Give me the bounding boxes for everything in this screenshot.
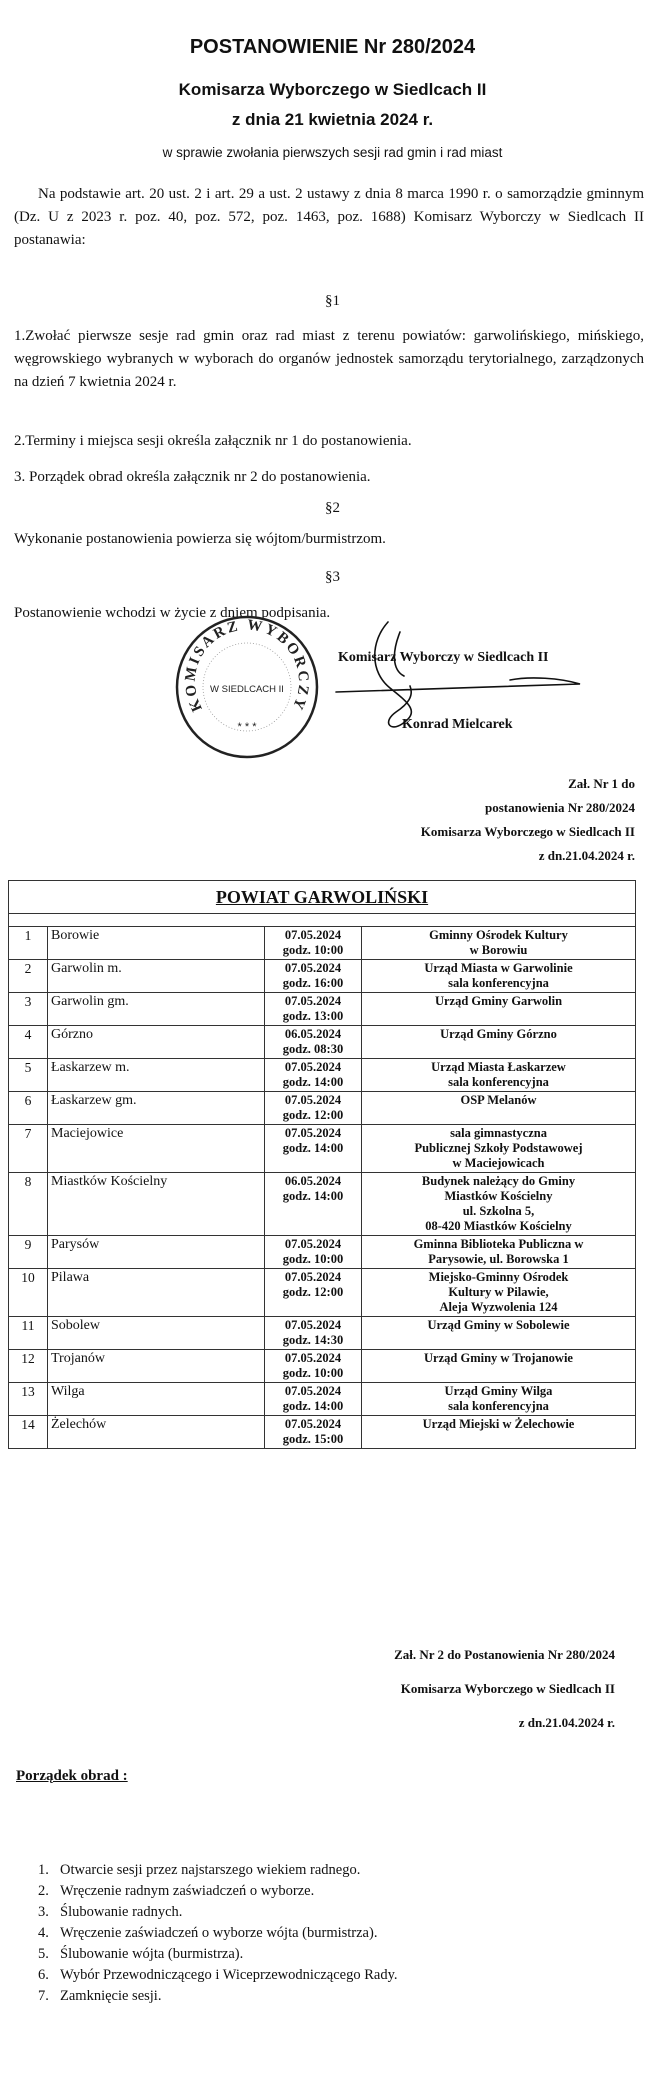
session-date-cell — [265, 1173, 362, 1236]
session-date-cell — [265, 960, 362, 993]
municipality-name: Garwolin gm. — [48, 993, 265, 1026]
annex-1-line: z dn.21.04.2024 r. — [538, 848, 635, 863]
session-place-cell — [362, 1236, 636, 1269]
session-date: 06.05.2024 — [284, 1174, 342, 1188]
signatory-role: Komisarz Wyborczy w Siedlcach II — [338, 650, 549, 665]
annex-2-line: z dn.21.04.2024 r. — [518, 1715, 615, 1730]
agenda-item — [38, 1902, 398, 1923]
session-place-cell — [362, 1317, 636, 1350]
session-place-cell — [362, 1059, 636, 1092]
district-name: POWIAT GARWOLIŃSKI — [215, 886, 429, 907]
session-date: 07.05.2024 — [284, 994, 342, 1008]
section-3-heading: §3 — [325, 569, 340, 585]
section-1-point-1: 1.Zwołać pierwsze sesje rad gmin oraz rad miast z terenu powiatów: garwolińskiego, mińskiego, węgrowskiego wybranych w wyborach do organów jednostek samorządu terytorialnego, zarządzonych na dzień 7 kwietnia 2024 r. — [14, 328, 644, 390]
session-date: 07.05.2024 — [284, 1270, 342, 1284]
annex-1-reference — [421, 772, 635, 868]
session-place-line: 08-420 Miastków Kościelny — [425, 1219, 572, 1233]
municipality-name: Borowie — [48, 927, 265, 960]
row-number: 10 — [9, 1269, 48, 1317]
agenda-item-number: 1. — [38, 1862, 49, 1878]
session-date: 07.05.2024 — [284, 1237, 342, 1251]
session-date-cell — [265, 1059, 362, 1092]
session-place-line: Urząd Gminy Garwolin — [434, 994, 563, 1008]
table-spacer-row — [9, 914, 636, 927]
agenda-item-text: Ślubowanie wójta (burmistrza). — [60, 1946, 244, 1962]
table-row — [9, 1059, 636, 1092]
session-date: 07.05.2024 — [284, 1351, 342, 1365]
session-place-line: Budynek należący do Gminy — [421, 1174, 576, 1188]
session-time: godz. 14:30 — [282, 1333, 344, 1347]
agenda-item — [38, 1923, 398, 1944]
session-date: 07.05.2024 — [284, 1318, 342, 1332]
agenda-item-number: 2. — [38, 1883, 49, 1899]
session-time: godz. 13:00 — [282, 1009, 344, 1023]
svg-text:* * *: * * * — [237, 721, 257, 733]
row-number: 2 — [9, 960, 48, 993]
session-place-line: Urząd Miasta Łaskarzew — [431, 1060, 566, 1074]
row-number: 6 — [9, 1092, 48, 1125]
table-row — [9, 927, 636, 960]
agenda-item-number: 4. — [38, 1925, 49, 1941]
session-date-cell — [265, 927, 362, 960]
session-place-line: sala konferencyjna — [448, 976, 549, 990]
session-time: godz. 10:00 — [282, 943, 344, 957]
agenda-item-text: Wręczenie zaświadczeń o wyborze wójta (burmistrza). — [60, 1925, 378, 1941]
issuer-line: Komisarza Wyborczego w Siedlcach II — [178, 80, 487, 99]
date-line: z dnia 21 kwietnia 2024 r. — [231, 110, 434, 129]
row-number: 5 — [9, 1059, 48, 1092]
session-date-cell — [265, 1350, 362, 1383]
preamble: Na podstawie art. 20 ust. 2 i art. 29 a ust. 2 ustawy z dnia 8 marca 1990 r. o samorządzie gminnym (Dz. U z 2023 r. poz. 40, poz. 572, poz. 1463, poz. 1688) Komisarz Wyborczy w Siedlcach II postanawia: — [14, 186, 644, 248]
session-place-line: Gminny Ośrodek Kultury — [429, 928, 568, 942]
session-place-line: w Borowiu — [469, 943, 528, 957]
session-place-cell — [362, 960, 636, 993]
session-date-cell — [265, 1383, 362, 1416]
session-place-line: sala konferencyjna — [448, 1075, 549, 1089]
session-time: godz. 10:00 — [282, 1252, 344, 1266]
session-place-cell — [362, 1383, 636, 1416]
session-date-cell — [265, 1269, 362, 1317]
table-row — [9, 1026, 636, 1059]
session-place-line: Publicznej Szkoły Podstawowej — [414, 1141, 583, 1155]
session-time: godz. 14:00 — [282, 1075, 344, 1089]
session-date: 07.05.2024 — [284, 1417, 342, 1431]
table-row — [9, 1236, 636, 1269]
session-place-line: sala gimnastyczna — [450, 1126, 547, 1140]
session-place-cell — [362, 1173, 636, 1236]
table-row — [9, 1416, 636, 1449]
session-date-cell — [265, 1026, 362, 1059]
section-2-text: Wykonanie postanowienia powierza się wójtom/burmistrzom. — [14, 531, 386, 547]
row-number: 8 — [9, 1173, 48, 1236]
table-row — [9, 993, 636, 1026]
agenda-title: Porządek obrad : — [16, 1768, 128, 1784]
row-number: 13 — [9, 1383, 48, 1416]
table-heading-row — [9, 881, 636, 914]
section-1-heading: §1 — [325, 293, 340, 309]
session-date-cell — [265, 1092, 362, 1125]
municipality-name: Sobolew — [48, 1317, 265, 1350]
session-schedule-table — [8, 880, 636, 1449]
session-place-line: Parysowie, ul. Borowska 1 — [428, 1252, 569, 1266]
session-date: 07.05.2024 — [284, 1093, 342, 1107]
row-number: 14 — [9, 1416, 48, 1449]
table-row — [9, 1173, 636, 1236]
session-place-cell — [362, 1125, 636, 1173]
annex-1-line: Zał. Nr 1 do — [568, 776, 635, 791]
annex-2-line: Komisarza Wyborczego w Siedlcach II — [400, 1681, 615, 1696]
row-number: 9 — [9, 1236, 48, 1269]
municipality-name: Miastków Kościelny — [48, 1173, 265, 1236]
table-row — [9, 1350, 636, 1383]
session-date: 07.05.2024 — [284, 928, 342, 942]
agenda-item-text: Wybór Przewodniczącego i Wiceprzewodniczącego Rady. — [60, 1967, 398, 1983]
municipality-name: Żelechów — [48, 1416, 265, 1449]
table-row — [9, 960, 636, 993]
session-place-line: sala konferencyjna — [448, 1399, 549, 1413]
municipality-name: Łaskarzew gm. — [48, 1092, 265, 1125]
agenda-item — [38, 1881, 398, 1902]
row-number: 11 — [9, 1317, 48, 1350]
session-date-cell — [265, 993, 362, 1026]
official-stamp — [172, 612, 322, 762]
session-place-line: Urząd Gminy w Trojanowie — [424, 1351, 573, 1365]
session-place-line: OSP Melanów — [460, 1093, 537, 1107]
session-date: 06.05.2024 — [284, 1027, 342, 1041]
row-number: 12 — [9, 1350, 48, 1383]
session-date-cell — [265, 1236, 362, 1269]
session-place-line: Kultury w Pilawie, — [448, 1285, 549, 1299]
session-place-line: Gminna Biblioteka Publiczna w — [413, 1237, 584, 1251]
session-time: godz. 08:30 — [282, 1042, 344, 1056]
session-place-line: Urząd Gminy Wilga — [444, 1384, 553, 1398]
session-place-cell — [362, 1416, 636, 1449]
session-time: godz. 15:00 — [282, 1432, 344, 1446]
section-3-text: Postanowienie wchodzi w życie z dniem podpisania. — [14, 605, 331, 621]
session-place-cell — [362, 993, 636, 1026]
municipality-name: Parysów — [48, 1236, 265, 1269]
session-place-line: w Maciejowicach — [452, 1156, 545, 1170]
session-time: godz. 14:00 — [282, 1399, 344, 1413]
agenda-item-text: Zamknięcie sesji. — [60, 1988, 162, 2004]
session-date: 07.05.2024 — [284, 1060, 342, 1074]
section-1-point-2: 2.Terminy i miejsca sesji określa załącznik nr 1 do postanowienia. — [14, 433, 412, 449]
table-row — [9, 1092, 636, 1125]
municipality-name: Pilawa — [48, 1269, 265, 1317]
session-date-cell — [265, 1317, 362, 1350]
svg-text:KOMISARZ WYBORCZY: KOMISARZ WYBORCZY — [182, 617, 312, 714]
agenda-item-number: 6. — [38, 1967, 49, 1983]
annex-2-line: Zał. Nr 2 do Postanowienia Nr 280/2024 — [394, 1647, 615, 1662]
session-place-line: ul. Szkolna 5, — [462, 1204, 535, 1218]
session-place-cell — [362, 1092, 636, 1125]
table-row — [9, 1269, 636, 1317]
municipality-name: Garwolin m. — [48, 960, 265, 993]
annex-1-line: Komisarza Wyborczego w Siedlcach II — [420, 824, 635, 839]
session-date: 07.05.2024 — [284, 961, 342, 975]
row-number: 7 — [9, 1125, 48, 1173]
session-place-line: Urząd Gminy w Sobolewie — [427, 1318, 570, 1332]
session-place-line: Urząd Miasta w Garwolinie — [424, 961, 573, 975]
table-row — [9, 1383, 636, 1416]
annex-1-line: postanowienia Nr 280/2024 — [485, 800, 635, 815]
agenda-item-text: Wręczenie radnym zaświadczeń o wyborze. — [60, 1883, 315, 1899]
session-place-cell — [362, 927, 636, 960]
session-place-line: Miejsko-Gminny Ośrodek — [428, 1270, 569, 1284]
session-place-line: Urząd Gminy Górzno — [440, 1027, 557, 1041]
session-date: 07.05.2024 — [284, 1384, 342, 1398]
annex-2-reference — [394, 1638, 615, 1740]
municipality-name: Maciejowice — [48, 1125, 265, 1173]
municipality-name: Łaskarzew m. — [48, 1059, 265, 1092]
session-time: godz. 12:00 — [282, 1108, 344, 1122]
session-time: godz. 10:00 — [282, 1366, 344, 1380]
subject-line: w sprawie zwołania pierwszych sesji rad gmin i rad miast — [162, 145, 503, 160]
session-time: godz. 14:00 — [282, 1189, 344, 1203]
session-time: godz. 16:00 — [282, 976, 344, 990]
session-place-line: Urząd Miejski w Żelechowie — [422, 1417, 575, 1431]
session-place-line: Aleja Wyzwolenia 124 — [439, 1300, 558, 1314]
agenda-item-text: Ślubowanie radnych. — [60, 1904, 183, 1920]
agenda-item — [38, 1965, 398, 1986]
session-place-cell — [362, 1269, 636, 1317]
table-heading — [9, 881, 636, 914]
session-time: godz. 14:00 — [282, 1141, 344, 1155]
agenda-item — [38, 1944, 398, 1965]
document-title: POSTANOWIENIE Nr 280/2024 — [189, 36, 476, 58]
municipality-name: Wilga — [48, 1383, 265, 1416]
agenda-item — [38, 1986, 398, 2007]
agenda-list — [38, 1860, 398, 2007]
session-date-cell — [265, 1416, 362, 1449]
section-2-heading: §2 — [325, 500, 340, 516]
row-number: 4 — [9, 1026, 48, 1059]
session-place-line: Miastków Kościelny — [444, 1189, 553, 1203]
municipality-name: Trojanów — [48, 1350, 265, 1383]
session-place-cell — [362, 1350, 636, 1383]
session-time: godz. 12:00 — [282, 1285, 344, 1299]
svg-text:W SIEDLCACH II: W SIEDLCACH II — [210, 684, 284, 695]
agenda-item-number: 7. — [38, 1988, 49, 2004]
session-place-cell — [362, 1026, 636, 1059]
table-row — [9, 1125, 636, 1173]
session-date-cell — [265, 1125, 362, 1173]
row-number: 3 — [9, 993, 48, 1026]
table-row — [9, 1317, 636, 1350]
agenda-item-number: 5. — [38, 1946, 49, 1962]
row-number: 1 — [9, 927, 48, 960]
agenda-item-number: 3. — [38, 1904, 49, 1920]
agenda-item — [38, 1860, 398, 1881]
section-1-point-3: 3. Porządek obrad określa załącznik nr 2 do postanowienia. — [14, 469, 371, 485]
session-date: 07.05.2024 — [284, 1126, 342, 1140]
signatory-name: Konrad Mielcarek — [402, 717, 513, 732]
municipality-name: Górzno — [48, 1026, 265, 1059]
agenda-item-text: Otwarcie sesji przez najstarszego wiekiem radnego. — [60, 1862, 361, 1878]
